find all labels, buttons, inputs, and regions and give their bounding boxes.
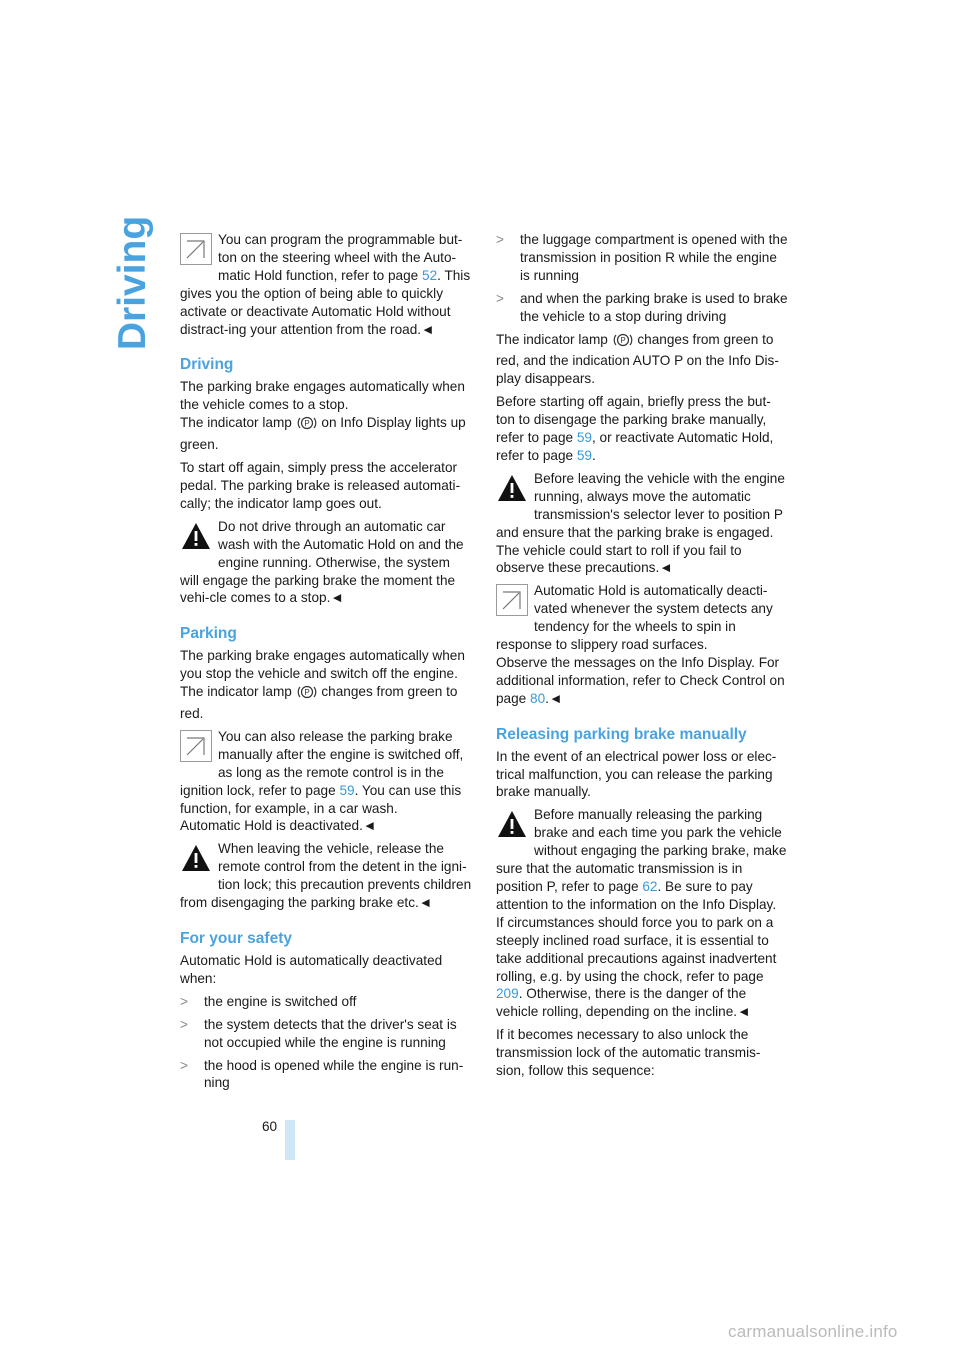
section-title: Driving (111, 215, 154, 351)
page-link[interactable]: 80 (530, 690, 546, 706)
svg-text:P: P (303, 419, 310, 429)
heading-driving: Driving (180, 356, 234, 374)
warning-triangle-icon (496, 472, 528, 504)
note-arrow-icon (180, 233, 212, 265)
paragraph: If it becomes necessary to also unlock the transmission lock of the automatic transmis-sion, follow this sequence: (496, 1027, 761, 1079)
list-item: > the system detects that the driver's seat is not occupied while the engine is running (180, 1016, 457, 1050)
warning-triangle-icon (180, 842, 212, 874)
note-manual-release: You can also release the parking brake manually after the engine is switched off, as long as the remote control is in the ignition lock, refer to page 59. You can use this function, for example, in a car wash. Automatic Hold is deactivated.◄ (180, 728, 464, 834)
page-bar (285, 1120, 295, 1160)
end-mark: ◄ (737, 1004, 751, 1020)
end-mark: ◄ (418, 895, 433, 911)
parking-brake-lamp-icon (613, 332, 633, 353)
warning-car-wash: Do not drive through an automatic car wash with the Automatic Hold on and the engine running. Otherwise, the system will engage the parking brake the moment the vehi-cle comes to a stop.◄ (180, 518, 464, 606)
svg-text:P: P (619, 335, 626, 345)
warning-manual-release: Before manually releasing the parking brake and each time you park the vehicle without engaging the parking brake, make sure that the automatic transmission is in position P, refer to page 62. Be sure to pay attention to the information on the Info Display. If circumstances should force you to park on a steeply inclined road surface, it is essential to take additional precautions against inadvertent rolling, e.g. by using the chock, refer to page 209. Otherwise, there is the danger of the vehicle rolling, depending on the incline.◄ (496, 807, 787, 1020)
note-wheel-spin: Automatic Hold is automatically deacti-vated whenever the system detects any tendency for the wheels to spin in response to slippery road surfaces. Observe the messages on the Info Display. For additional information, refer to Check Control on page 80.◄ (496, 583, 785, 706)
page-link[interactable]: 52 (422, 267, 438, 283)
list-item: > and when the parking brake is used to brake the vehicle to a stop during driving (496, 290, 788, 324)
page-link[interactable]: 59 (339, 782, 355, 798)
paragraph: In the event of an electrical power loss or elec-trical malfunction, you can release the parking brake manually. (496, 748, 777, 800)
heading-for-your-safety: For your safety (180, 930, 292, 947)
page-link[interactable]: 59 (576, 447, 592, 463)
paragraph: Before starting off again, briefly press the but-ton to disengage the parking brake manually, refer to page 59, or reactivate Automatic Hold, refer to page 59. (496, 394, 774, 463)
warning-remote-control: When leaving the vehicle, release the remote control from the detent in the igni-tion lock; this precaution prevents children from disengaging the parking brake etc.◄ (180, 841, 472, 911)
list-item: > the hood is opened while the engine is run-ning (180, 1057, 464, 1091)
page-link[interactable]: 59 (576, 430, 592, 446)
paragraph: Automatic Hold is automatically deactivated when: (180, 953, 443, 986)
page-link[interactable]: 209 (496, 986, 519, 1002)
page-link[interactable]: 62 (642, 879, 658, 894)
end-mark: ◄ (659, 560, 673, 576)
right-column (496, 231, 788, 1085)
end-mark: ◄ (362, 818, 377, 834)
safety-list (180, 993, 472, 1093)
page-number: 60 (262, 1119, 278, 1134)
parking-brake-lamp-icon (297, 684, 317, 705)
note-arrow-icon (180, 730, 212, 762)
warning-triangle-icon (496, 808, 528, 840)
list-item: > the engine is switched off (180, 993, 357, 1009)
list-item: > the luggage compartment is opened with the transmission in position R while the engine is running (496, 232, 788, 283)
note-arrow-icon (496, 584, 528, 616)
paragraph: The parking brake engages automatically when you stop the vehicle and switch off the engine. The indicator lamp P changes from green to red. (180, 648, 465, 722)
heading-parking: Parking (180, 625, 237, 643)
warning-triangle-icon (180, 520, 212, 552)
footer-watermark: carmanualsonline.info (728, 1322, 898, 1341)
note-programmable-button: You can program the programmable but- ton on the steering wheel with the Auto-matic Hold function, refer to page 52. This gives you the option of being able to quickly activate or deactivate Automatic Hold without distract-ing your attention from the road.◄ (180, 232, 471, 337)
svg-text:P: P (303, 688, 310, 698)
left-column (180, 231, 472, 1097)
safety-list-continued (496, 231, 788, 326)
end-mark: ◄ (548, 690, 563, 706)
warning-selector-lever: Before leaving the vehicle with the engine running, always move the automatic transmission's selector lever to position P and ensure that the parking brake is engaged. The vehicle could start to roll if you fail to observe these precautions.◄ (496, 470, 785, 576)
parking-brake-lamp-icon (297, 415, 317, 436)
paragraph: To start off again, simply press the accelerator pedal. The parking brake is released automati-cally; the indicator lamp goes out. (180, 460, 461, 511)
paragraph: The indicator lamp P changes from green to red, and the indication AUTO P on the Info Dis-play disappears. (496, 331, 779, 387)
heading-releasing-manually: Releasing parking brake manually (496, 725, 747, 743)
end-mark: ◄ (330, 590, 344, 606)
paragraph: The parking brake engages automatically when the vehicle comes to a stop. The indicator lamp P on Info Display lights up green. (180, 379, 466, 453)
end-mark: ◄ (421, 321, 435, 337)
